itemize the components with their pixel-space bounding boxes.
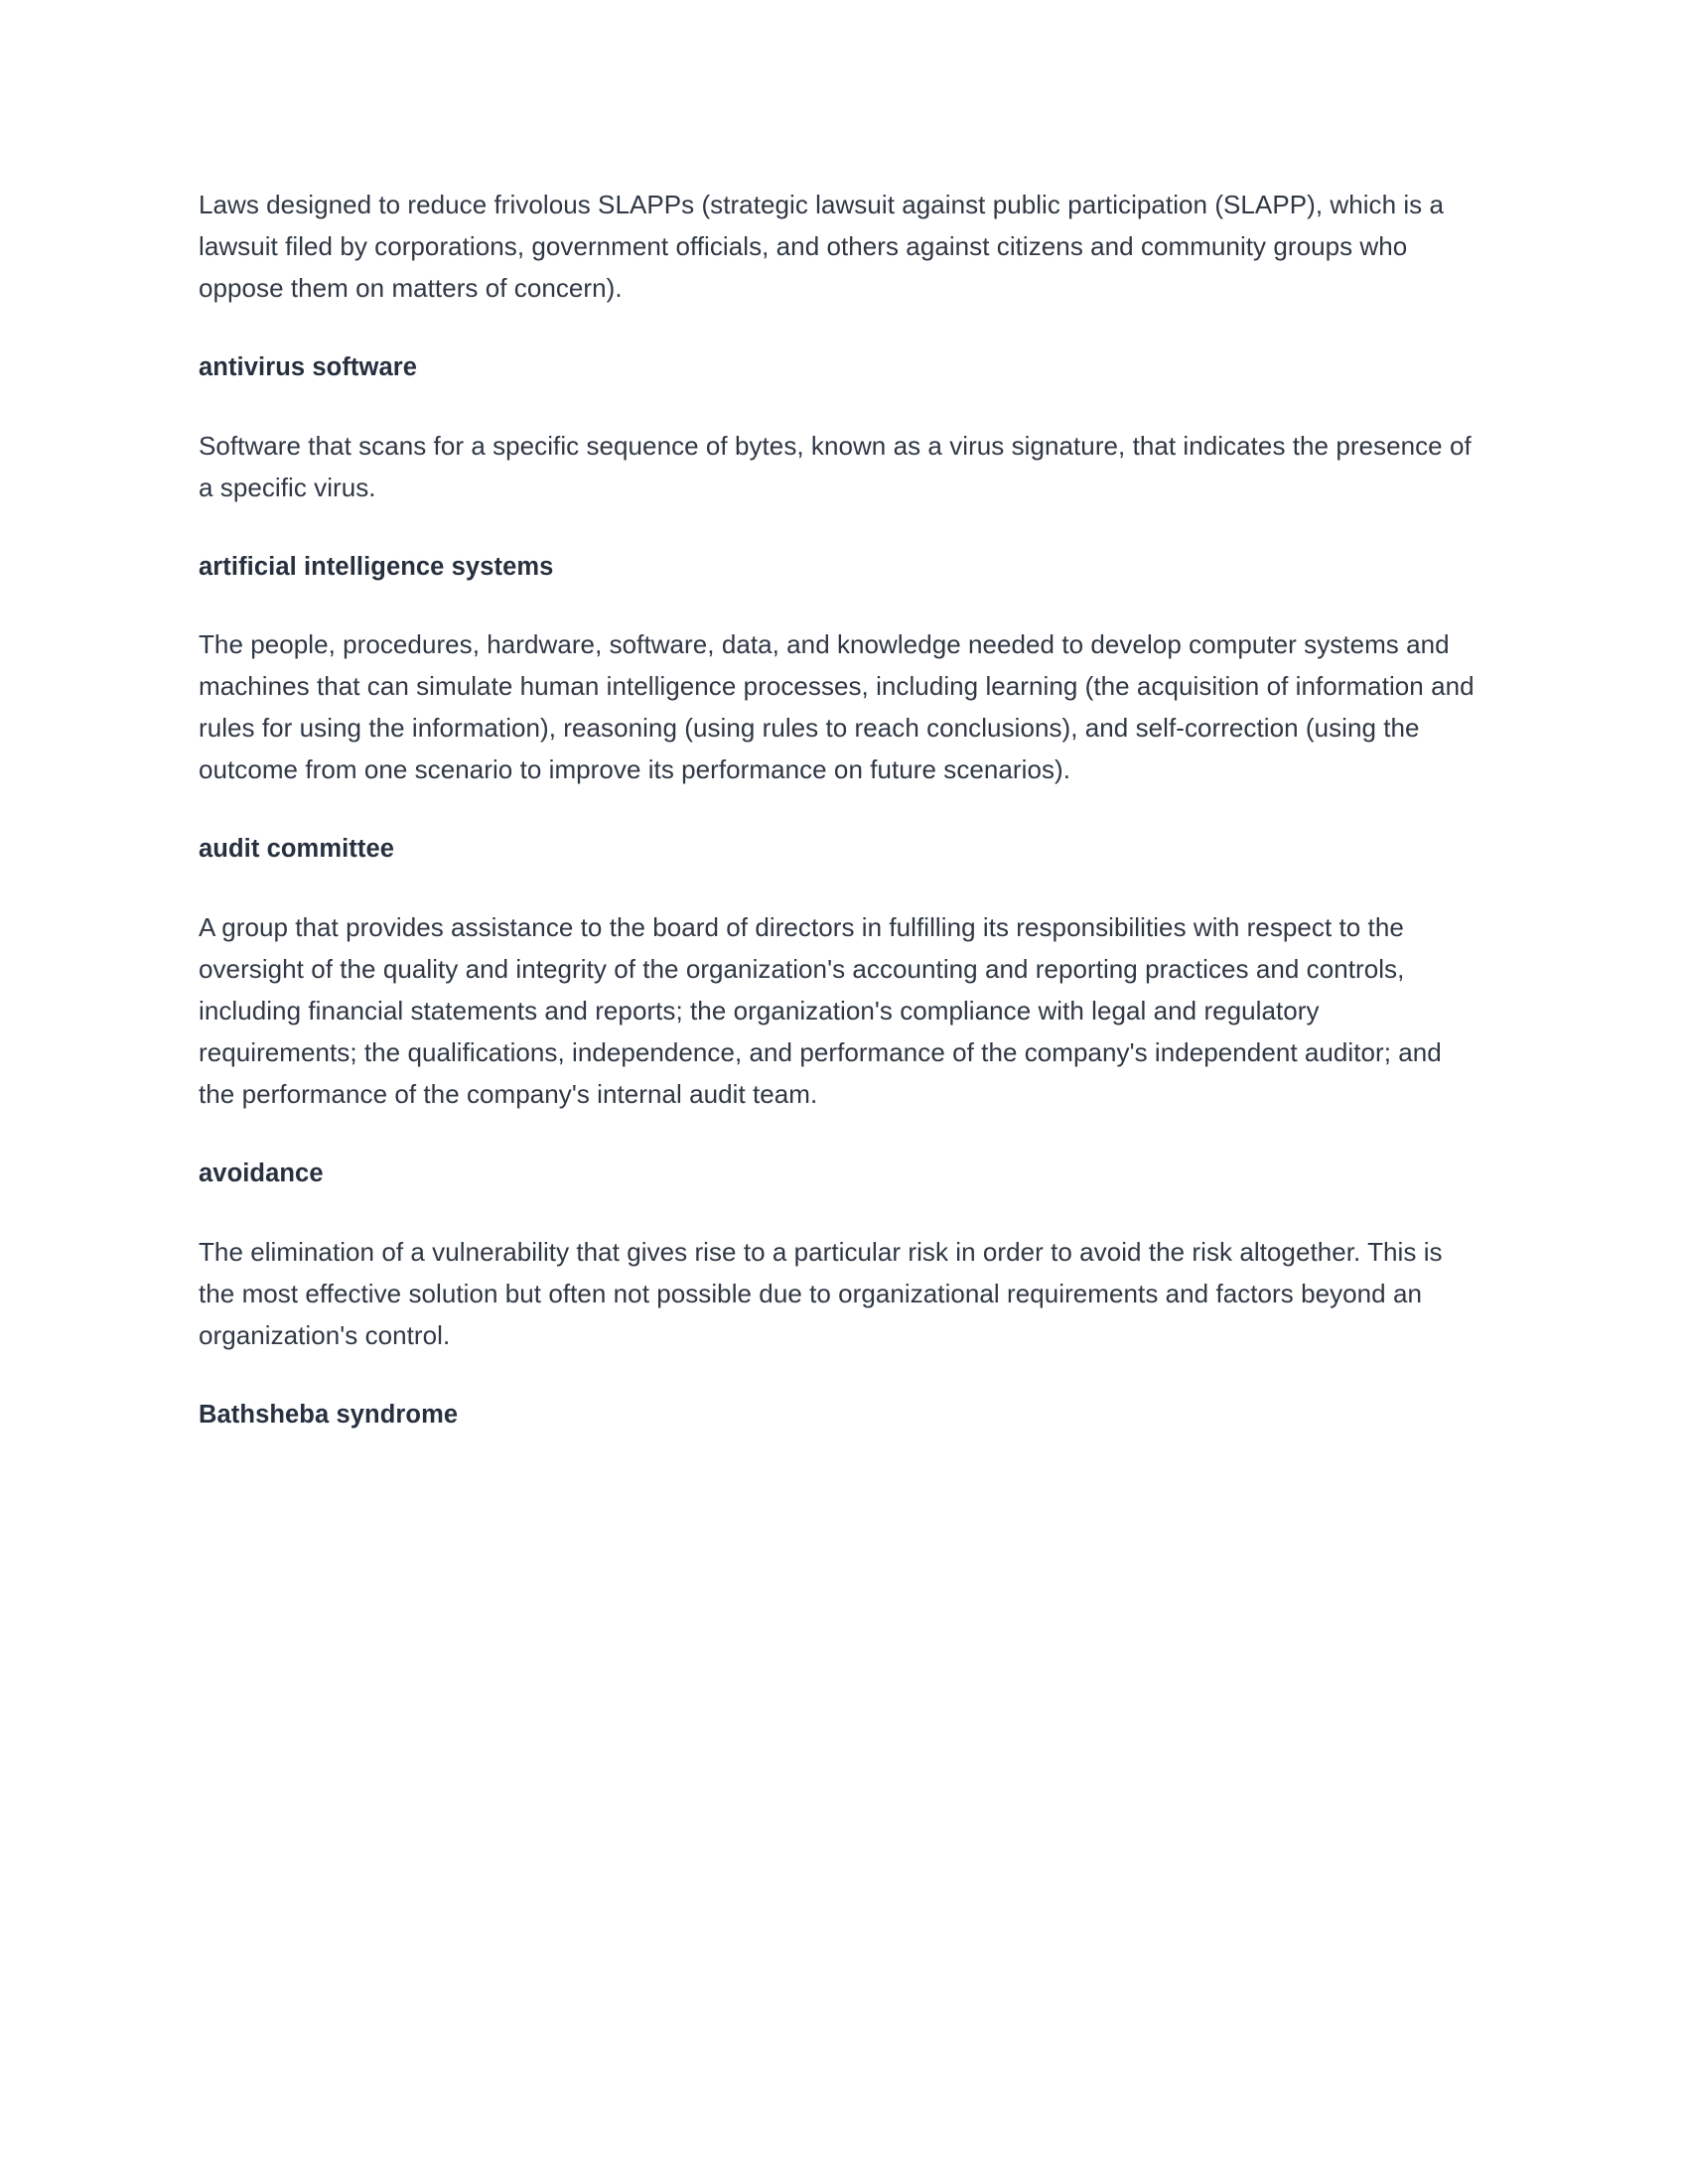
glossary-term-bathsheba-syndrome: Bathsheba syndrome [199, 1400, 459, 1429]
definition-paragraph: A group that provides assistance to the board of directors in fulfilling its responsibilities with respect to the oversight of the quality and integrity of the organization's accounting and reporting practices and controls, including financial statements and reports; the organization's compliance with legal and regulatory requirements; the qualifications, independence, and performance of the company's independent auditor; and the performance of the company's internal audit team. [199, 911, 1442, 1110]
glossary-term-audit-committee: audit committee [199, 835, 395, 864]
definition-paragraph: Software that scans for a specific sequence of bytes, known as a virus signature, that indicates the presence of a specific virus. [199, 430, 1472, 502]
glossary-term-avoidance: avoidance [199, 1160, 324, 1188]
definition-paragraph: The elimination of a vulnerability that gives rise to a particular risk in order to avoid the risk altogether. This is the most effective solution but often not possible due to organizational requirements and factors beyond an organization's control. [199, 1236, 1443, 1350]
definition-paragraph: The people, procedures, hardware, software, data, and knowledge needed to develop computer systems and machines that can simulate human intelligence processes, including learning (the acquisition of information and rules for using the information), reasoning (using rules to reach conclusions), and self-correction (using the outcome from one scenario to improve its performance on future scenarios). [199, 629, 1475, 785]
definition-paragraph: Laws designed to reduce frivolous SLAPPs (strategic lawsuit against public participation (SLAPP), which is a lawsuit filed by corporations, government officials, and others against citizens and community groups who oppose them on matters of concern). [199, 190, 1445, 304]
glossary-term-antivirus-software: antivirus software [199, 353, 418, 382]
glossary-term-artificial-intelligence-systems: artificial intelligence systems [199, 552, 554, 581]
